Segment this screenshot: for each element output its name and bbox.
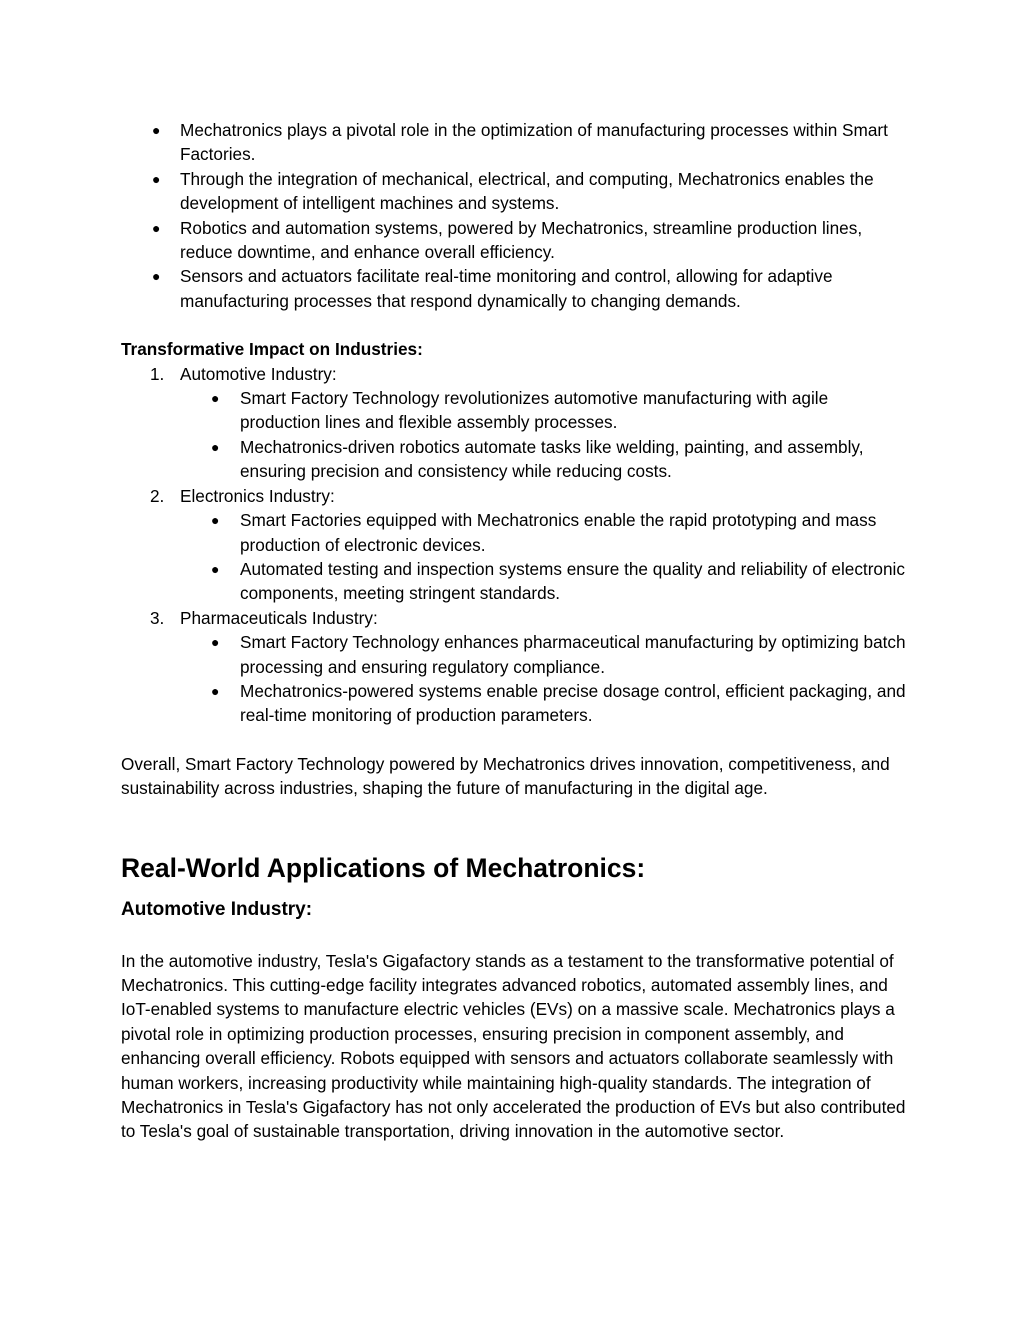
industry-points (180, 386, 911, 484)
industry-name: Automotive Industry: (180, 363, 337, 384)
point-text: Mechatronics-powered systems enable precise dosage control, efficient packaging, and real-time monitoring of production parameters. (240, 680, 906, 726)
list-item (180, 679, 911, 728)
point-text: Smart Factory Technology enhances pharmaceutical manufacturing by optimizing batch processing and ensuring regulatory compliance. (240, 632, 906, 677)
list-item (180, 630, 911, 679)
bullet-icon: ● (152, 219, 161, 236)
applications-heading: Real-World Applications of Mechatronics: (121, 852, 646, 883)
bullet-icon: ● (152, 268, 161, 285)
bullet-icon: ● (152, 122, 161, 138)
list-item (121, 118, 911, 167)
industry-item (121, 484, 911, 606)
bullet-icon: ● (211, 560, 220, 577)
intro-bullet-list (121, 118, 911, 313)
bullet-text: Robotics and automation systems, powered by Mechatronics, streamline production lines, reduce downtime, and enhance overall efficiency. (180, 217, 863, 263)
bullet-icon: ● (152, 170, 161, 187)
automotive-paragraph: In the automotive industry, Tesla's Gigafactory stands as a testament to the transformative potential of Mechatronics. This cutting-edge facility integrates advanced robotics, automated assembly lines, and IoT-enabled systems to manufacture electric vehicles (EVs) on a massive scale. Mechatronics plays a pivotal role in optimizing production processes, ensuring precision in component assembly, and enhancing overall efficiency. Robots equipped with sensors and actuators collaborate seamlessly with human workers, increasing productivity while maintaining high-quality standards. The integration of Mechatronics in Tesla's Gigafactory has not only accelerated the production of EVs but also contributed to Tesla's goal of sustainable transportation, driving innovation in the automotive sector. (121, 950, 906, 1142)
list-number: 2. (150, 485, 165, 506)
bullet-icon: ● (211, 438, 220, 455)
point-text: Mechatronics-driven robotics automate tasks like welding, painting, and assembly, ensuring precision and consistency while reducing costs. (240, 436, 864, 482)
industry-list (121, 362, 911, 728)
bullet-text: Sensors and actuators facilitate real-time monitoring and control, allowing for adaptive manufacturing processes that respond dynamically to changing demands. (180, 266, 833, 311)
list-number: 3. (150, 607, 165, 628)
page-content (121, 118, 911, 1144)
bullet-icon: ● (211, 682, 220, 699)
industry-item (121, 606, 911, 728)
list-item (121, 167, 911, 216)
industry-points (180, 508, 911, 606)
list-item (121, 216, 911, 265)
automotive-subheading: Automotive Industry: (121, 898, 313, 920)
industry-points (180, 630, 911, 728)
industry-item (121, 362, 911, 484)
list-item (180, 435, 911, 484)
bullet-icon: ● (211, 390, 220, 407)
list-item (180, 508, 911, 557)
bullet-icon: ● (211, 512, 220, 529)
impact-section-title: Transformative Impact on Industries: (121, 339, 423, 360)
list-number: 1. (150, 363, 165, 384)
list-item (180, 557, 911, 606)
industry-name: Pharmaceuticals Industry: (180, 607, 378, 628)
industry-name: Electronics Industry: (180, 485, 335, 506)
point-text: Automated testing and inspection systems ensure the quality and reliability of electronic components, meeting stringent standards. (240, 558, 905, 604)
point-text: Smart Factory Technology revolutionizes automotive manufacturing with agile production lines and flexible assembly processes. (240, 388, 829, 433)
point-text: Smart Factories equipped with Mechatronics enable the rapid prototyping and mass production of electronic devices. (240, 510, 877, 555)
list-item (180, 386, 911, 435)
summary-paragraph: Overall, Smart Factory Technology powered by Mechatronics drives innovation, competitiveness, and sustainability across industries, shaping the future of manufacturing in the digital age. (121, 753, 890, 799)
bullet-icon: ● (211, 634, 220, 651)
list-item (121, 264, 911, 313)
bullet-text: Mechatronics plays a pivotal role in the optimization of manufacturing processes within Smart Factories. (180, 120, 888, 165)
bullet-text: Through the integration of mechanical, electrical, and computing, Mechatronics enables the development of intelligent machines and systems. (180, 168, 874, 214)
